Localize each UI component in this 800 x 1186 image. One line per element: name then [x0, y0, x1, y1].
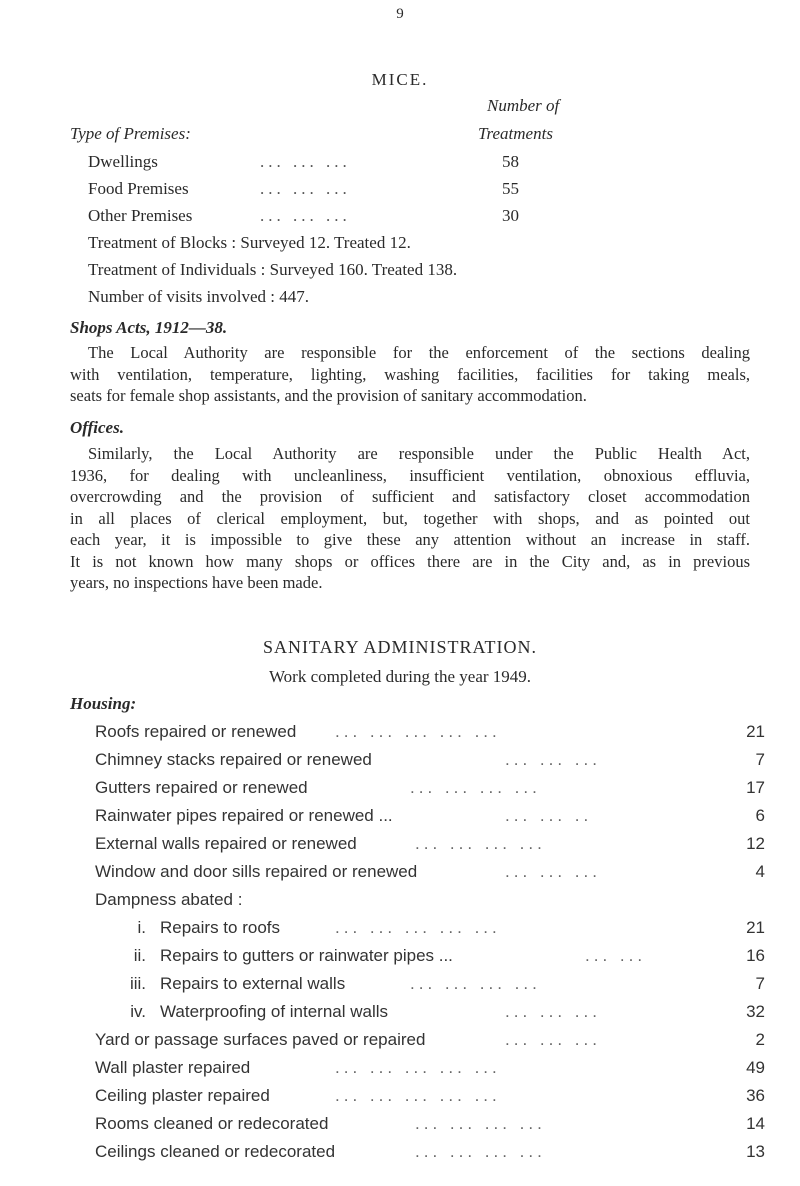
offices-title: Offices. — [70, 418, 124, 437]
dampness-item — [120, 918, 765, 944]
housing-item-value: 4 — [755, 862, 765, 881]
paragraph-line: seats for female shop assistants, and the provision of sanitary accommodation. — [70, 386, 587, 405]
leader-dots: ... ... — [585, 946, 647, 965]
paragraph-line: with ventilation, temperature, lighting, washing facilities, facilities for taking meals, — [70, 364, 750, 384]
paragraph-line: each year, it is impossible to give these any attention without an increase in staff. — [70, 530, 750, 549]
dampness-item-value: 7 — [755, 974, 765, 993]
housing-title: Housing: — [70, 694, 137, 713]
leader-dots: ... ... ... ... ... — [335, 918, 501, 937]
sanitary-heading: SANITARY ADMINISTRATION. — [263, 637, 537, 657]
housing-item — [95, 806, 765, 832]
housing-item-label: Window and door sills repaired or renewed — [95, 862, 418, 881]
housing-item-label: Wall plaster repaired — [95, 1058, 251, 1077]
housing-item — [95, 1086, 765, 1112]
paragraph-line: Similarly, the Local Authority are responsible under the Public Health Act, — [88, 444, 750, 463]
dampness-item — [120, 974, 765, 1000]
housing-item-value: 21 — [746, 722, 765, 741]
housing-item-label: Gutters repaired or renewed — [95, 778, 308, 797]
mice-row-label: Dwellings — [88, 152, 158, 171]
dampness-item-value: 16 — [746, 946, 765, 965]
leader-dots: ... ... ... — [505, 1030, 601, 1049]
sanitary-subheading: Work completed during the year 1949. — [268, 667, 532, 686]
housing-item — [95, 750, 765, 776]
dampness-item-label: Repairs to gutters or rainwater pipes ... — [160, 946, 453, 965]
housing-item — [95, 778, 765, 804]
leader-dots: ... ... ... ... — [415, 1114, 546, 1133]
leader-dots: ... ... ... — [260, 179, 351, 198]
mice-row-value: 58 — [502, 152, 519, 171]
leader-dots: ... ... ... ... ... — [335, 1086, 501, 1105]
housing-item — [95, 834, 765, 860]
dampness-label: Dampness abated : — [95, 890, 243, 909]
housing-item-value: 13 — [746, 1142, 765, 1161]
dampness-item-value: 32 — [746, 1002, 765, 1021]
leader-dots: ... ... ... ... ... — [335, 722, 501, 741]
housing-item-label: Rainwater pipes repaired or renewed ... — [95, 806, 393, 825]
housing-item — [95, 1114, 765, 1140]
housing-item-value: 17 — [746, 778, 765, 797]
dampness-item — [120, 946, 765, 972]
dampness-item-label: Repairs to roofs — [160, 918, 280, 937]
housing-item-value: 36 — [746, 1086, 765, 1105]
leader-dots: ... ... ... — [505, 862, 601, 881]
housing-item-label: Roofs repaired or renewed — [95, 722, 297, 741]
dampness-item-value: 21 — [746, 918, 765, 937]
shops-title: Shops Acts, 1912—38. — [70, 318, 228, 337]
housing-item-label: Yard or passage surfaces paved or repaired — [95, 1030, 426, 1049]
mice-row-label: Food Premises — [88, 179, 189, 198]
leader-dots: ... ... ... ... — [415, 1142, 546, 1161]
mice-row — [0, 179, 800, 205]
mice-row-value: 55 — [502, 179, 519, 198]
paragraph-line: The Local Authority are responsible for the enforcement of the sections dealing — [88, 343, 750, 362]
housing-item-value: 6 — [755, 806, 765, 825]
col-number-header-2: Treatments — [478, 124, 553, 143]
leader-dots: ... ... ... — [260, 206, 351, 225]
mice-blocks: Treatment of Blocks : Surveyed 12. Treated 12. — [88, 233, 411, 252]
housing-item-label: External walls repaired or renewed — [95, 834, 357, 853]
paragraph-line: 1936, for dealing with uncleanliness, insufficient ventilation, obnoxious effluvia, — [70, 465, 750, 485]
leader-dots: ... ... ... ... — [410, 778, 541, 797]
housing-item — [95, 1142, 765, 1168]
housing-item — [95, 862, 765, 888]
leader-dots: ... ... ... — [505, 750, 601, 769]
housing-item-label: Ceilings cleaned or redecorated — [95, 1142, 336, 1161]
dampness-item-num: iv. — [130, 1002, 146, 1021]
dampness-item-num: ii. — [133, 946, 146, 965]
paragraph-line: years, no inspections have been made. — [70, 573, 323, 592]
housing-item-value: 49 — [746, 1058, 765, 1077]
housing-item-value: 12 — [746, 834, 765, 853]
housing-item — [95, 1030, 765, 1056]
dampness-item-num: i. — [137, 918, 146, 937]
col-number-header-1: Number of — [487, 96, 560, 115]
offices-paragraph — [70, 443, 750, 594]
dampness-item — [120, 1002, 765, 1028]
leader-dots: ... ... .. — [505, 806, 593, 825]
mice-individuals: Treatment of Individuals : Surveyed 160. Treated 138. — [88, 260, 458, 279]
housing-item-label: Ceiling plaster repaired — [95, 1086, 270, 1105]
mice-row — [0, 206, 800, 232]
mice-visits: Number of visits involved : 447. — [88, 287, 309, 306]
housing-item-label: Chimney stacks repaired or renewed — [95, 750, 372, 769]
mice-row — [0, 152, 800, 178]
housing-item-value: 7 — [755, 750, 765, 769]
page-number: 9 — [396, 6, 404, 22]
dampness-item-label: Waterproofing of internal walls — [160, 1002, 389, 1021]
mice-row-value: 30 — [502, 206, 519, 225]
shops-paragraph — [70, 342, 750, 407]
housing-item-value: 14 — [746, 1114, 765, 1133]
mice-heading: MICE. — [371, 70, 429, 89]
housing-item-label: Rooms cleaned or redecorated — [95, 1114, 329, 1133]
mice-row-label: Other Premises — [88, 206, 193, 225]
dampness-item-label: Repairs to external walls — [160, 974, 346, 993]
paragraph-line: It is not known how many shops or offices there are in the City and, as in previous — [70, 551, 750, 571]
housing-item — [95, 1058, 765, 1084]
paragraph-line: overcrowding and the provision of sufficient and satisfactory closet accommodation — [70, 487, 750, 506]
paragraph-line: in all places of clerical employment, but, together with shops, and as pointed out — [70, 508, 750, 528]
dampness-heading-row — [95, 890, 765, 916]
col-type-header: Type of Premises: — [70, 124, 191, 143]
leader-dots: ... ... ... ... — [415, 834, 546, 853]
leader-dots: ... ... ... — [260, 152, 351, 171]
housing-item — [95, 722, 765, 748]
leader-dots: ... ... ... — [505, 1002, 601, 1021]
leader-dots: ... ... ... ... ... — [335, 1058, 501, 1077]
housing-item-value: 2 — [755, 1030, 765, 1049]
leader-dots: ... ... ... ... — [410, 974, 541, 993]
dampness-item-num: iii. — [129, 974, 146, 993]
